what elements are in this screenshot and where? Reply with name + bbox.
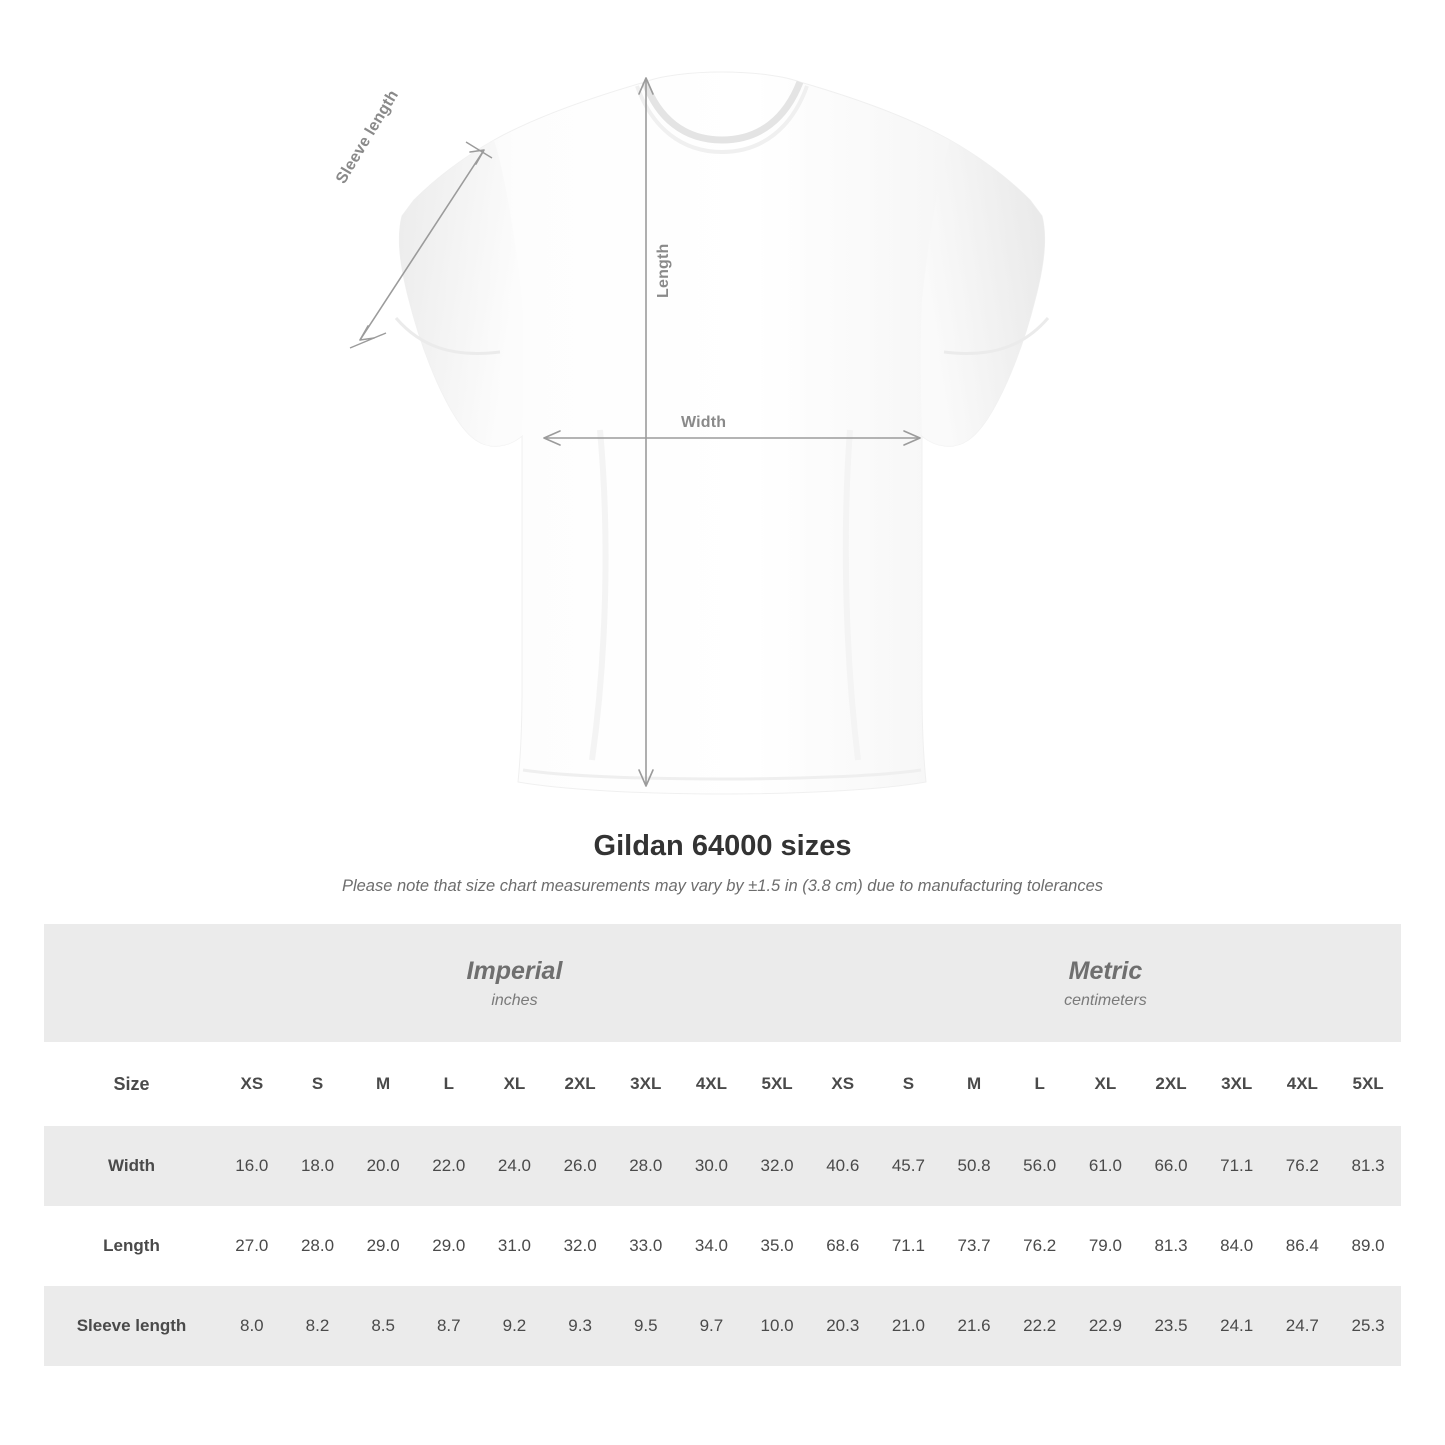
table-cell: 22.0 [416, 1126, 482, 1206]
size-header-cell: M [350, 1042, 416, 1126]
unit-sub-imperial: inches [491, 991, 538, 1009]
table-cell: 29.0 [416, 1206, 482, 1286]
unit-name-metric: Metric [1068, 957, 1143, 986]
unit-header-metric [810, 924, 1401, 1042]
table-cell: 33.0 [613, 1206, 679, 1286]
size-header-cell: XS [219, 1042, 285, 1126]
table-cell: 61.0 [1073, 1126, 1139, 1206]
table-cell: 29.0 [350, 1206, 416, 1286]
size-header-cell: 2XL [1138, 1042, 1204, 1126]
size-header-cell: M [941, 1042, 1007, 1126]
table-cell: 24.0 [482, 1126, 548, 1206]
table-cell: 24.7 [1270, 1286, 1336, 1366]
table-cell: 68.6 [810, 1206, 876, 1286]
table-row [44, 1286, 1401, 1366]
table-cell: 8.7 [416, 1286, 482, 1366]
table-cell: 23.5 [1138, 1286, 1204, 1366]
size-header-cell: L [416, 1042, 482, 1126]
table-cell: 30.0 [679, 1126, 745, 1206]
table-row [44, 1126, 1401, 1206]
table-cell: 86.4 [1270, 1206, 1336, 1286]
size-header-cell: XS [810, 1042, 876, 1126]
table-cell: 89.0 [1335, 1206, 1401, 1286]
size-header-cell: S [876, 1042, 942, 1126]
table-cell: 9.2 [482, 1286, 548, 1366]
table-cell: 73.7 [941, 1206, 1007, 1286]
table-cell: 27.0 [219, 1206, 285, 1286]
table-cell: 8.2 [285, 1286, 351, 1366]
table-cell: 56.0 [1007, 1126, 1073, 1206]
table-cell: 10.0 [744, 1286, 810, 1366]
size-header-cell: 5XL [744, 1042, 810, 1126]
table-cell: 45.7 [876, 1126, 942, 1206]
unit-sub-metric: centimeters [1064, 991, 1147, 1009]
table-cell: 71.1 [1204, 1126, 1270, 1206]
size-header-cell: S [285, 1042, 351, 1126]
sleeve-length-annotation: Sleeve length [333, 87, 403, 187]
row-label-length: Length [44, 1206, 219, 1286]
table-cell: 22.2 [1007, 1286, 1073, 1366]
size-header-cell: XL [1073, 1042, 1139, 1126]
table-cell: 66.0 [1138, 1126, 1204, 1206]
size-header-cell: 4XL [679, 1042, 745, 1126]
width-annotation: Width [681, 414, 727, 431]
size-header-cell: 3XL [1204, 1042, 1270, 1126]
table-row [44, 1206, 1401, 1286]
table-cell: 81.3 [1138, 1206, 1204, 1286]
table-cell: 16.0 [219, 1126, 285, 1206]
table-cell: 32.0 [744, 1126, 810, 1206]
page-title: Gildan 64000 sizes [593, 830, 852, 862]
length-annotation: Length [655, 243, 672, 298]
table-cell: 28.0 [285, 1206, 351, 1286]
table-cell: 76.2 [1270, 1126, 1336, 1206]
row-label-width: Width [44, 1126, 219, 1206]
table-cell: 50.8 [941, 1126, 1007, 1206]
table-cell: 76.2 [1007, 1206, 1073, 1286]
table-cell: 32.0 [547, 1206, 613, 1286]
size-header-row [44, 1042, 1401, 1126]
tolerance-note: Please note that size chart measurements may vary by ±1.5 in (3.8 cm) due to manufacturing tolerances [341, 877, 1104, 895]
size-table-wrapper [0, 924, 1445, 1366]
table-cell: 40.6 [810, 1126, 876, 1206]
size-header-cell: 4XL [1270, 1042, 1336, 1126]
table-cell: 9.3 [547, 1286, 613, 1366]
table-cell: 8.0 [219, 1286, 285, 1366]
table-cell: 34.0 [679, 1206, 745, 1286]
table-cell: 9.7 [679, 1286, 745, 1366]
table-cell: 28.0 [613, 1126, 679, 1206]
size-chart-table [44, 924, 1401, 1366]
table-cell: 31.0 [482, 1206, 548, 1286]
table-cell: 18.0 [285, 1126, 351, 1206]
size-header-label: Size [44, 1042, 219, 1126]
table-cell: 20.3 [810, 1286, 876, 1366]
table-cell: 20.0 [350, 1126, 416, 1206]
table-cell: 24.1 [1204, 1286, 1270, 1366]
table-cell: 79.0 [1073, 1206, 1139, 1286]
table-cell: 26.0 [547, 1126, 613, 1206]
unit-header-row [44, 924, 1401, 1042]
row-label-sleeve-length: Sleeve length [44, 1286, 219, 1366]
table-cell: 35.0 [744, 1206, 810, 1286]
unit-header-imperial [219, 924, 810, 1042]
table-cell: 25.3 [1335, 1286, 1401, 1366]
unit-name-imperial: Imperial [466, 957, 563, 986]
table-cell: 71.1 [876, 1206, 942, 1286]
size-header-cell: 3XL [613, 1042, 679, 1126]
unit-header-spacer [44, 924, 219, 1042]
table-cell: 8.5 [350, 1286, 416, 1366]
chart-header [0, 830, 1445, 896]
table-cell: 22.9 [1073, 1286, 1139, 1366]
size-header-cell: XL [482, 1042, 548, 1126]
table-cell: 84.0 [1204, 1206, 1270, 1286]
size-header-cell: 5XL [1335, 1042, 1401, 1126]
table-cell: 21.6 [941, 1286, 1007, 1366]
table-cell: 81.3 [1335, 1126, 1401, 1206]
table-cell: 21.0 [876, 1286, 942, 1366]
table-cell: 9.5 [613, 1286, 679, 1366]
size-header-cell: L [1007, 1042, 1073, 1126]
size-header-cell: 2XL [547, 1042, 613, 1126]
